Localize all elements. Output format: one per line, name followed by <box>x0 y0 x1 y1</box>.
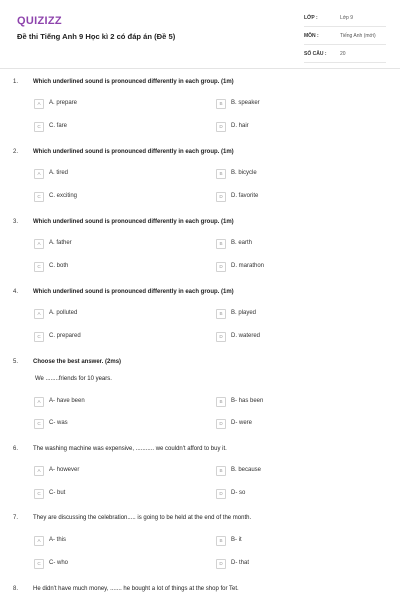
option-text: B. played <box>231 310 257 316</box>
option-letter-box: C <box>34 559 44 569</box>
option-letter-box: A <box>34 397 44 407</box>
question-number: 4. <box>13 289 19 295</box>
option-letter-box: C <box>34 122 44 132</box>
question-text: Choose the best answer. (2ms) <box>33 359 122 365</box>
option-letter-box: A <box>34 536 44 546</box>
option-text: A- have been <box>49 398 85 404</box>
option-letter-box: C <box>34 489 44 499</box>
option-text: B. bicycle <box>231 170 257 176</box>
option-text: C- but <box>49 490 66 496</box>
option-letter-box: C <box>34 262 44 272</box>
worksheet-meta <box>304 12 386 63</box>
question-number: 3. <box>13 219 19 225</box>
question-text: He didn't have much money, ....... he bought a lot of things at the shop for Tet. <box>33 586 239 592</box>
option-text: A. prepare <box>49 100 78 106</box>
option-letter-box: C <box>34 332 44 342</box>
option-letter-box: A <box>34 99 44 109</box>
option-text: D- were <box>231 420 253 426</box>
option-text: A- however <box>49 467 80 473</box>
meta-row-count <box>304 48 386 63</box>
meta-label: MÔN : <box>304 33 319 39</box>
option-letter-box: B <box>216 169 226 179</box>
option-text: C. both <box>49 263 69 269</box>
option-letter-box: D <box>216 262 226 272</box>
option-text: B. speaker <box>231 100 260 106</box>
question-text: Which underlined sound is pronounced differently in each group. (1m) <box>33 219 234 225</box>
option-text: B. earth <box>231 240 253 246</box>
question-number: 2. <box>13 149 19 155</box>
option-text: B- has been <box>231 398 264 404</box>
option-text: B- it <box>231 537 242 543</box>
option-text: B. because <box>231 467 262 473</box>
option-text: D- so <box>231 490 246 496</box>
question-text: Which underlined sound is pronounced differently in each group. (1m) <box>33 149 234 155</box>
option-text: D- that <box>231 560 250 566</box>
option-letter-box: D <box>216 489 226 499</box>
option-text: A. father <box>49 240 72 246</box>
option-letter-box: D <box>216 122 226 132</box>
meta-row-subject <box>304 30 386 45</box>
question-number: 7. <box>13 515 19 521</box>
question-sentence: We ........friends for 10 years. <box>35 376 112 382</box>
option-text: D. favorite <box>231 193 259 199</box>
option-letter-box: B <box>216 239 226 249</box>
option-letter-box: A <box>34 239 44 249</box>
option-letter-box: A <box>34 466 44 476</box>
option-letter-box: D <box>216 332 226 342</box>
quizizz-logo: QUIZIZZ <box>17 15 62 27</box>
meta-label: SỐ CÂU : <box>304 51 327 57</box>
question-number: 8. <box>13 586 19 592</box>
option-text: A- this <box>49 537 67 543</box>
question-number: 1. <box>13 79 19 85</box>
option-letter-box: B <box>216 536 226 546</box>
option-letter-box: B <box>216 309 226 319</box>
option-text: D. watered <box>231 333 261 339</box>
meta-value: 20 <box>340 51 346 57</box>
option-text: C. fare <box>49 123 68 129</box>
option-letter-box: D <box>216 559 226 569</box>
option-text: D. marathon <box>231 263 265 269</box>
option-text: C- who <box>49 560 69 566</box>
question-text: Which underlined sound is pronounced differently in each group. (1m) <box>33 289 234 295</box>
question-text: The washing machine was expensive, ........... we couldn't afford to buy it. <box>33 446 227 452</box>
option-letter-box: A <box>34 169 44 179</box>
option-text: A. tired <box>49 170 69 176</box>
worksheet-header <box>0 0 400 69</box>
option-letter-box: B <box>216 99 226 109</box>
question-text: They are discussing the celebration..... is going to be held at the end of the month. <box>33 515 252 521</box>
question-text: Which underlined sound is pronounced differently in each group. (1m) <box>33 79 234 85</box>
meta-label: LỚP : <box>304 15 318 21</box>
option-letter-box: D <box>216 192 226 202</box>
meta-row-grade <box>304 12 386 27</box>
option-letter-box: B <box>216 466 226 476</box>
option-letter-box: A <box>34 309 44 319</box>
meta-value: Tiếng Anh (mới) <box>340 33 376 39</box>
option-text: D. hair <box>231 123 249 129</box>
option-letter-box: D <box>216 419 226 429</box>
option-text: C. prepared <box>49 333 81 339</box>
option-letter-box: C <box>34 419 44 429</box>
question-number: 6. <box>13 446 19 452</box>
option-letter-box: B <box>216 397 226 407</box>
option-text: C. exciting <box>49 193 78 199</box>
question-number: 5. <box>13 359 19 365</box>
worksheet-title: Đề thi Tiếng Anh 9 Học kì 2 có đáp án (Đề 5) <box>17 32 176 41</box>
meta-value: Lớp 9 <box>340 15 354 21</box>
option-text: C- was <box>49 420 68 426</box>
option-text: A. polluted <box>49 310 78 316</box>
option-letter-box: C <box>34 192 44 202</box>
